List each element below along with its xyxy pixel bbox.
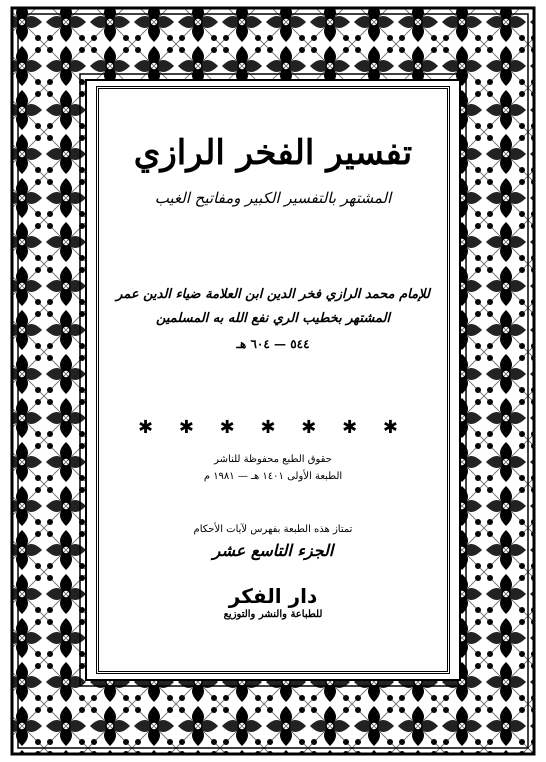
author-dates: ٥٤٤ — ٦٠٤ هـ xyxy=(236,337,310,351)
author-line-1: للإمام محمد الرازي فخر الدين ابن العلامة ضياء الدين عمر xyxy=(116,287,430,302)
edition-line: الطبعة الأولى ١٤٠١ هـ — ١٩٨١ م xyxy=(203,471,343,482)
book-subtitle: المشتهر بالتفسير الكبير ومفاتيح الغيب xyxy=(154,189,392,207)
star-divider: ✱ ✱ ✱ ✱ ✱ ✱ ✱ xyxy=(138,417,408,438)
author-line-2: المشتهر بخطيب الري نفع الله به المسلمين xyxy=(155,311,391,326)
publisher-subtitle: للطباعة والنشر والتوزيع xyxy=(223,609,323,620)
volume-part: الجزء التاسع عشر xyxy=(212,541,334,560)
edition-feature: تمتاز هذه الطبعة بفهرس لآيات الأحكام xyxy=(193,524,353,535)
copyright-notice: حقوق الطبع محفوظة للناشر xyxy=(214,454,332,465)
title-panel xyxy=(96,86,450,674)
book-title: تفسير الفخر الرازي xyxy=(133,133,413,173)
publisher-name: دار الفكر xyxy=(228,584,318,608)
